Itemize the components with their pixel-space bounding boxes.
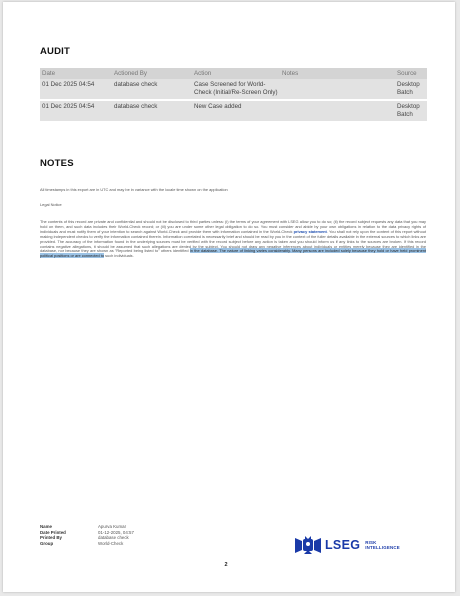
- audit-table: [40, 68, 427, 121]
- cell-date: 01 Dec 2025 04:54: [40, 101, 112, 121]
- meta-label: Name: [40, 524, 52, 529]
- cell-source: Desktop Batch: [395, 79, 427, 99]
- notes-heading: NOTES: [40, 158, 74, 169]
- audit-header-row: [40, 68, 427, 79]
- meta-label: Group: [40, 541, 54, 547]
- column-header-notes: Notes: [280, 68, 395, 79]
- meta-value: 01-12-2025, 04:57: [98, 529, 134, 535]
- table-row: [40, 79, 427, 99]
- table-row: [40, 101, 427, 121]
- print-metadata: [40, 524, 134, 547]
- legal-notice-heading: Legal Notice: [40, 202, 62, 207]
- column-header-action: Action: [192, 68, 280, 79]
- cell-source: Desktop Batch: [395, 101, 427, 121]
- cell-date: 01 Dec 2025 04:54: [40, 79, 112, 99]
- column-header-date: Date: [40, 68, 112, 79]
- cell-actioned-by: database check: [112, 79, 192, 99]
- column-header-source: Source: [395, 68, 427, 79]
- document-page: [3, 2, 455, 592]
- cell-action: Case Screened for World-Check (Initial/Re-Screen Only): [192, 79, 280, 99]
- meta-row-group: [40, 541, 134, 547]
- meta-value: World-Check: [98, 541, 124, 547]
- legal-text-part: such individuals.: [104, 253, 134, 259]
- cell-action: New Case added: [192, 101, 280, 121]
- logo-subtitle-line: RISK: [365, 539, 377, 545]
- logo-subtitle-line: INTELLIGENCE: [365, 545, 400, 550]
- legal-text-part: . You shall not rely upon the content of this report without making independent checks to verify the information contained therein. Information correlated is necessarily brief and should be read by you in the context of the fuller details available in the external sources to which links are provided. The accuracy of the information found in the underlying sources must be verified with the record subject before any action is taken and you should inform us if any links to the sources are broken. If this record contains negative allegations, it should be assumed that such allegations are denied by the subject. You should not draw any negative inferences about individuals or entities merely because they are identified in the database, nor because they are shown as "Reported being listed to" others identified: [40, 228, 426, 254]
- lseg-logo: [294, 535, 400, 555]
- cell-notes: [280, 79, 395, 99]
- audit-heading: AUDIT: [40, 46, 71, 57]
- legal-notice-text: [40, 220, 426, 259]
- timestamps-note: All timestamps in this export are in UTC and may be in variance with the locale time shown on the application: [40, 187, 228, 192]
- column-header-actioned-by: Actioned By: [112, 68, 192, 79]
- meta-label: Date Printed: [40, 529, 66, 535]
- privacy-statement-link[interactable]: privacy statement: [293, 228, 327, 234]
- meta-label: Printed By: [40, 535, 62, 541]
- logo-subtitle: [365, 540, 400, 551]
- logo-wordmark: LSEG: [325, 538, 361, 552]
- selected-text-highlight[interactable]: in the database. The nature of linking varies considerably. Many persons are included solely because they hold or have held prominent political positions or are connected to: [40, 248, 426, 259]
- cell-actioned-by: database check: [112, 101, 192, 121]
- lion-crest-icon: [294, 535, 322, 555]
- cell-notes: [280, 101, 395, 121]
- page-number: 2: [224, 562, 228, 568]
- meta-value: Apurva Kumar: [98, 524, 127, 529]
- legal-text-part: The contents of this record are private and confidential and should not be disclosed to third parties unless: (i) the terms of your agreement with LSEG allow you to do so; (ii) the record subject requests any data that you may hold on them, and such data includes their World-Check record; or (iii) you are under some other legal obligation to do so. You must consider and abide by your own obligations in relation to the data privacy rights of individuals and must notify them of your intention to search against World-Check and provide them with information contained in the World-Check: [40, 219, 426, 234]
- meta-value: database check: [98, 535, 129, 541]
